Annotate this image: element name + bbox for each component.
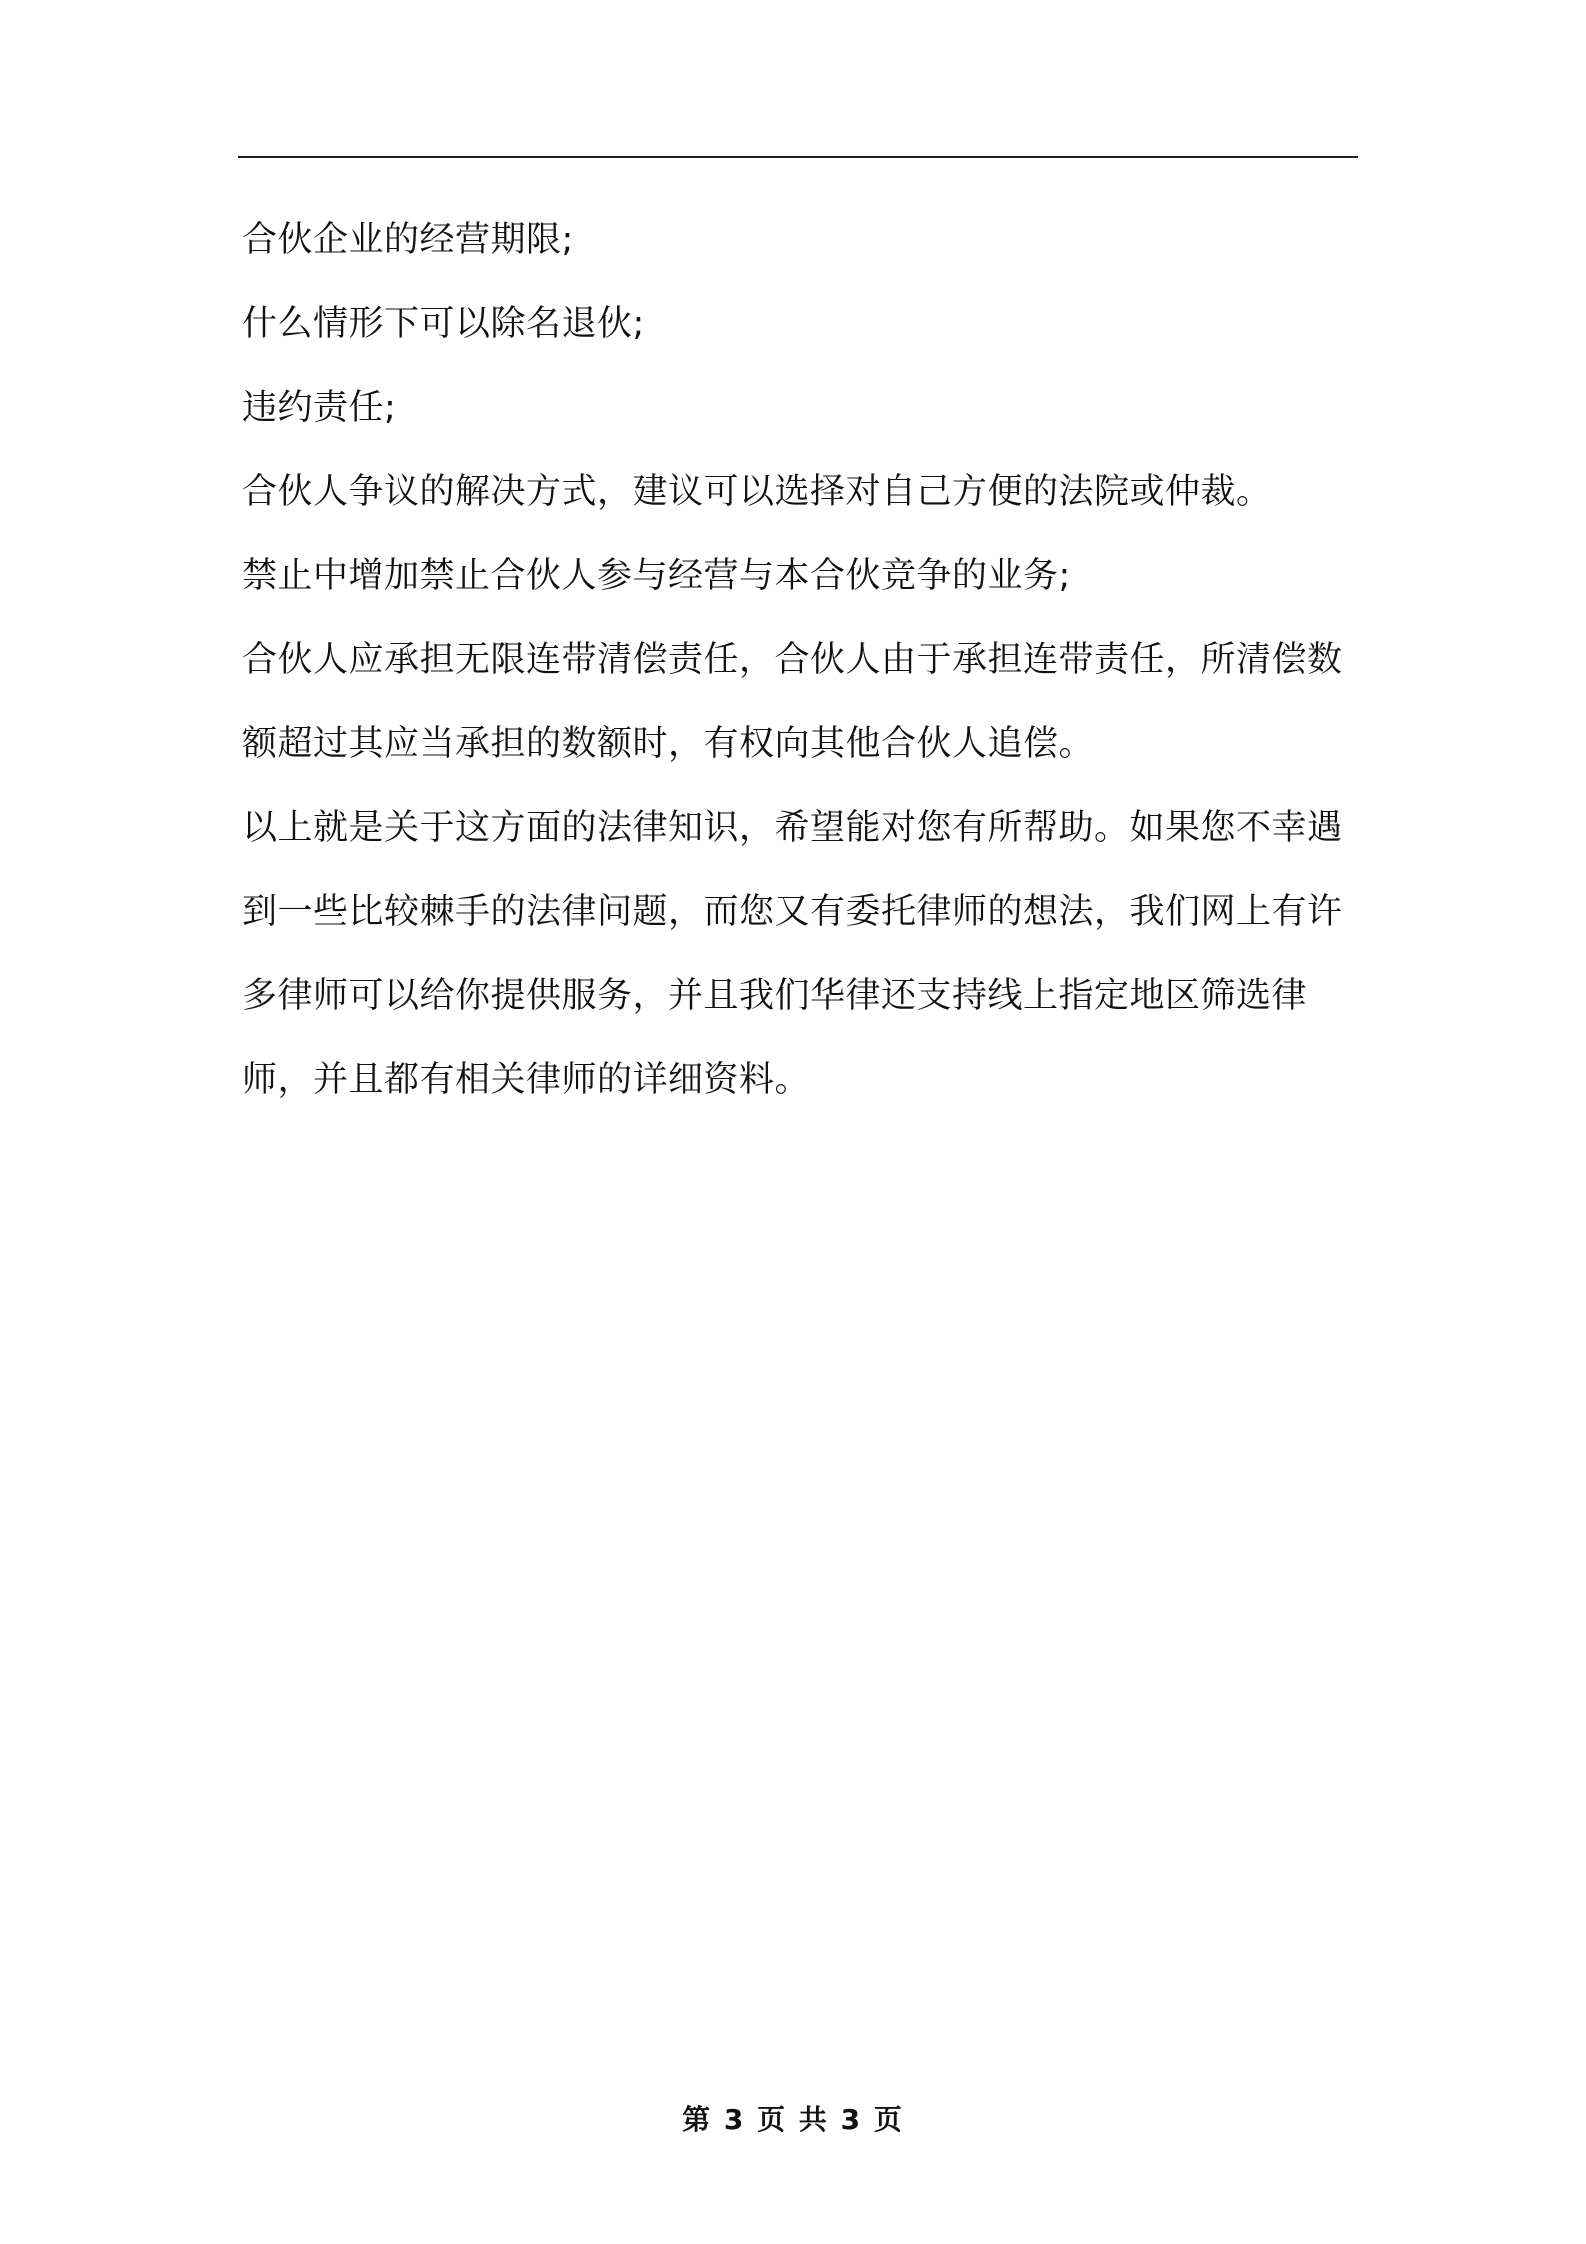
paragraph-expulsion: 什么情形下可以除名退伙; — [242, 304, 645, 344]
paragraph-non-compete: 禁止中增加禁止合伙人参与经营与本合伙竞争的业务; — [242, 556, 1071, 596]
paragraph-joint-liability: 合伙人应承担无限连带清偿责任，合伙人由于承担连带责任，所清偿数额超过其应当承担的数额时，有权向其他合伙人追偿。 — [242, 640, 1343, 764]
page-number: 第 3 页 共 3 页 — [682, 2103, 904, 2136]
header-divider — [238, 156, 1358, 158]
paragraph-dispute-resolution: 合伙人争议的解决方式，建议可以选择对自己方便的法院或仲裁。 — [242, 472, 1272, 512]
paragraph-closing: 以上就是关于这方面的法律知识，希望能对您有所帮助。如果您不幸遇到一些比较棘手的法律问题，而您又有委托律师的想法，我们网上有许多律师可以给你提供服务，并且我们华律还支持线上指定地区筛选律师，并且都有相关律师的详细资料。 — [242, 808, 1343, 1100]
paragraph-business-term: 合伙企业的经营期限; — [242, 220, 574, 260]
paragraph-liability: 违约责任; — [242, 388, 397, 428]
document-body — [242, 198, 1360, 1122]
